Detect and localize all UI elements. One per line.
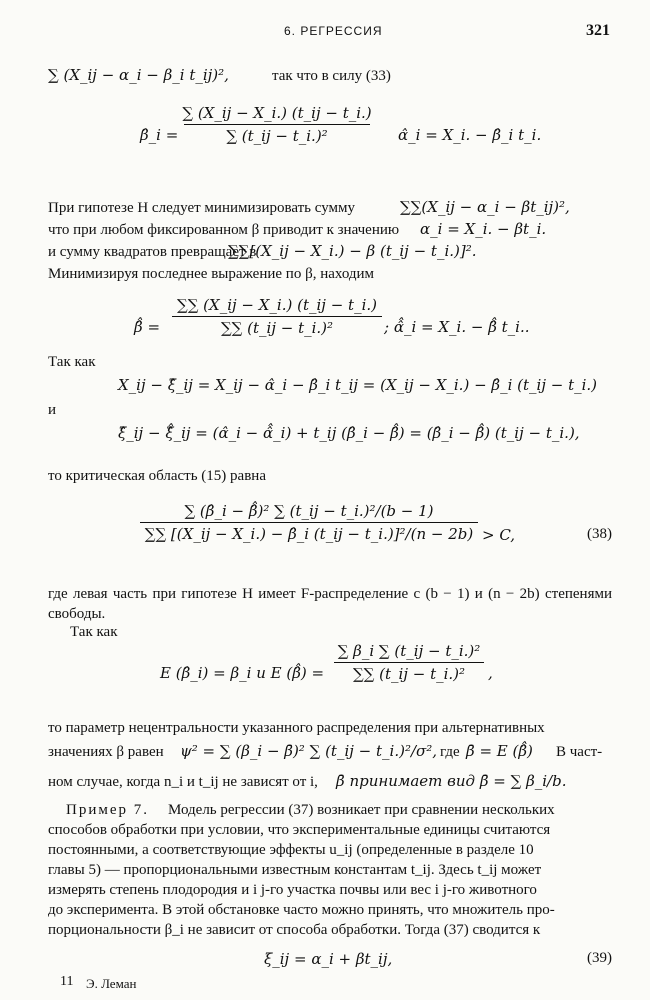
example-line: постоянными, а соответствующие эффекты u_ij (определенные в разделе 10 [48, 842, 534, 858]
eq-expect-denominator: ∑∑ (t_ij − t_i.)² [352, 665, 466, 683]
para3-line1: то параметр нецентральности указанного распределения при альтернативных [48, 720, 545, 736]
para1-g: Минимизируя последнее выражение по β, находим [48, 266, 375, 282]
eq-xi-residual: X_ij − ξ̂_ij = X_ij − α̂_i − β̂_i t_ij = (X_ij − X_i.) − β̂_i (t_ij − t_i.) [118, 376, 598, 394]
para2: где левая часть при гипотезе H имеет F-распределение с (b − 1) и (n − 2b) степенями свободы. [48, 586, 612, 622]
para3-psi: ψ² = ∑ (β_i − β̄)² ∑ (t_ij − t_i.)²/σ², [180, 742, 438, 760]
equation-number-39: (39) [587, 950, 612, 966]
para3-line2c: где [440, 744, 460, 760]
eq39-formula: ξ_ij = α_i + βt_ij, [264, 950, 393, 968]
page-number: 321 [586, 22, 610, 39]
example-line: Модель регрессии (37) возникает при сравнении нескольких [168, 802, 555, 818]
equation-number-38: (38) [587, 526, 612, 542]
para1-formula-b: ∑∑(X_ij − α_i − βt_ij)², [400, 198, 570, 216]
para1-c: что при любом фиксированном β приводит к значению [48, 222, 400, 238]
para3-line2e: В част- [556, 744, 603, 760]
eq38-denominator: ∑∑ [(X_ij − X_i.) − β̂_i (t_ij − t_i.)]²/(n − 2b) [144, 525, 474, 543]
eq-beta-hathat-numerator: ∑∑ (X_ij − X_i.) (t_ij − t_i.) [176, 296, 377, 314]
eq-beta-hat-lhs: β̂_i = [140, 126, 179, 144]
para1-a: При гипотезе H следует минимизировать сумму [48, 200, 356, 216]
eq-expect-numerator: ∑ β_i ∑ (t_ij − t_i.)² [337, 642, 481, 660]
eq-beta-hat-fraction [184, 104, 370, 145]
signature-number: 11 [60, 974, 74, 989]
eq-beta-hathat-denominator: ∑∑ (t_ij − t_i.)² [220, 319, 334, 337]
para3-line3b: β̄ принимает вид β̄ = ∑ β_i/b. [336, 772, 567, 790]
eq-expect-lhs: E (β̂_i) = β_i и E (β̂̂) = [160, 664, 325, 682]
fraction-bar [172, 316, 382, 317]
eq-expect-rhs: , [488, 664, 493, 682]
fraction-bar [140, 522, 478, 523]
para1-formula-d: α_i = X_i. − βt_i. [420, 220, 547, 238]
formula-sum-residual: ∑ (X_ij − α_i − β_i t_ij)², [48, 66, 229, 84]
eq-beta-hat-denominator: ∑ (t_ij − t_i.)² [226, 127, 328, 145]
example-line: порциональности β_i не зависит от способа обработки. Тогда (37) сводится к [48, 922, 541, 938]
eq-xi-difference: ξ̂_ij − ξ̂̂_ij = (α̂_i − α̂̂_i) + t_ij (β̂_i − β̂̂) = (β̂_i − β̂̂) (t_ij − t_i.), [118, 424, 580, 442]
example-line: измерять степень плодородия и i j-го участка почвы или вес i j-го животного [48, 882, 537, 898]
fraction-bar [334, 662, 484, 663]
fraction-bar [184, 124, 370, 125]
text-tak-kak-2: Так как [70, 624, 118, 640]
text-tak-kak: Так как [48, 354, 96, 370]
eq38-fraction [140, 502, 478, 543]
text-so-that: так что в силу (33) [272, 68, 391, 84]
example-line: способов обработки при условии, что экспериментальные единицы считаются [48, 822, 551, 838]
text-and: и [48, 402, 57, 418]
example-line: главы 5) — пропорциональными известным константам t_ij. Здесь t_ij может [48, 862, 542, 878]
example-label: Пример 7. [66, 802, 150, 818]
eq-alpha-hat: α̂_i = X_i. − β̂_i t_i. [398, 126, 542, 144]
eq-beta-hathat-fraction [172, 296, 382, 337]
text-critical-region: то критическая область (15) равна [48, 468, 266, 484]
eq-expect-fraction [334, 642, 484, 683]
eq38-numerator: ∑ (β̂_i − β̂̂)² ∑ (t_ij − t_i.)²/(b − 1) [184, 502, 434, 520]
eq38-rhs: > C, [482, 526, 516, 544]
para3-line2a: значениях β равен [48, 744, 164, 760]
eq-alpha-hathat: ; α̂̂_i = X_i. − β̂̂ t_i.. [384, 318, 530, 336]
eq-beta-hathat-lhs: β̂̂ = [134, 318, 161, 336]
eq-beta-hat-numerator: ∑ (X_ij − X_i.) (t_ij − t_i.) [182, 104, 372, 122]
running-title: 6. РЕГРЕССИЯ [284, 24, 383, 38]
signature-name: Э. Леман [86, 976, 137, 991]
example-line: до эксперимента. В этой обстановке часто можно принять, что множитель про- [48, 902, 555, 918]
para3-line3a: ном случае, когда n_i и t_ij не зависят от i, [48, 774, 318, 790]
para3-beta-bar: β̄ = E (β̂̂) [466, 742, 533, 760]
para1-formula-f: ∑∑[(X_ij − X_i.) − β (t_ij − t_i.)]². [228, 242, 477, 260]
para1-e: и сумму квадратов превращает в [48, 244, 257, 260]
